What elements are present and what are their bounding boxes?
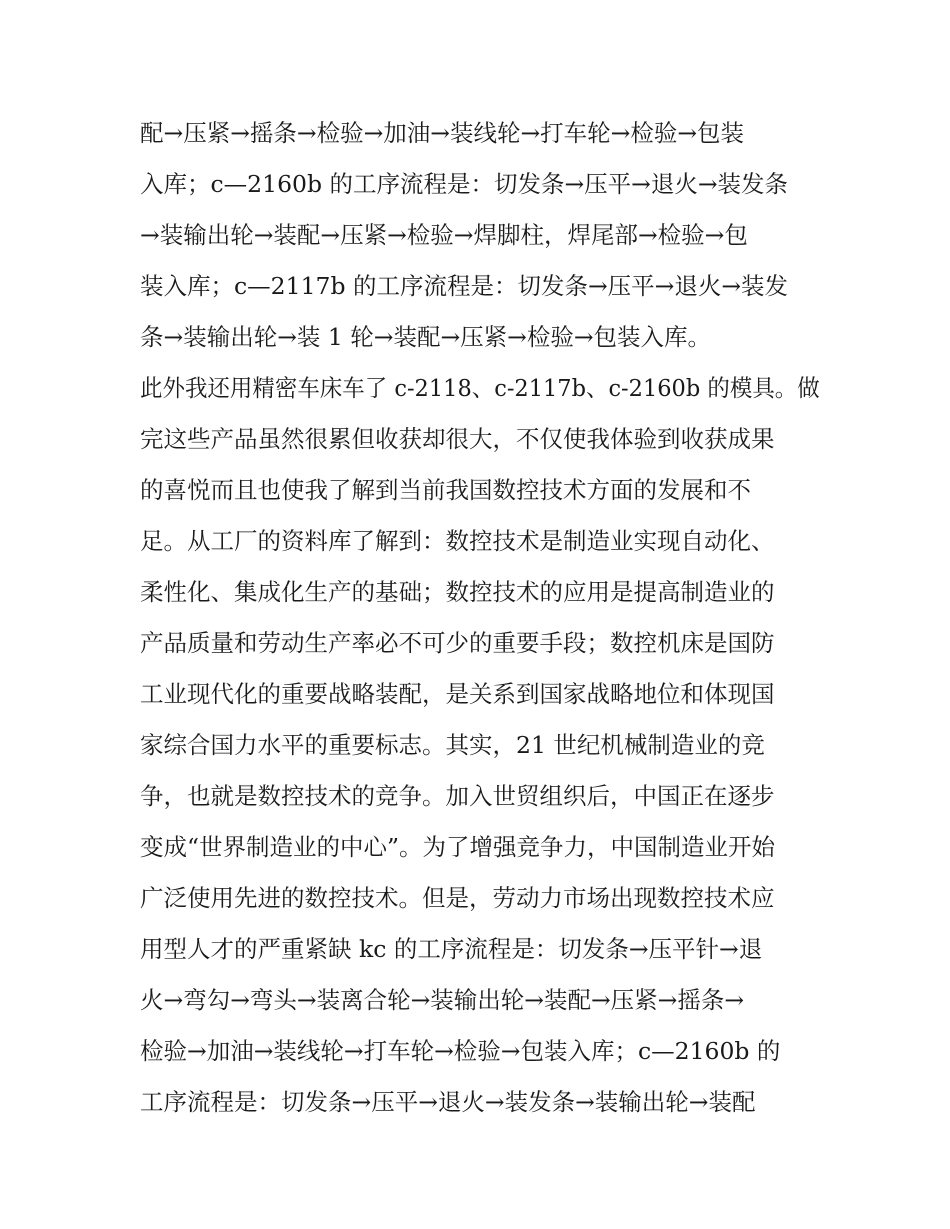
text-line: 工业现代化的重要战略装配，是关系到国家战略地位和体现国: [140, 680, 775, 708]
text-line: 完这些产品虽然很累但收获却很大，不仅使我体验到收获成果: [140, 425, 775, 453]
text-line: 家综合国力水平的重要标志。其实，21 世纪机械制造业的竞: [140, 731, 765, 759]
text-line: 入库；c—2160b 的工序流程是：切发条→压平→退火→装发条: [140, 170, 789, 198]
text-line: 检验→加油→装线轮→打车轮→检验→包装入库；c—2160b 的: [140, 1037, 781, 1065]
text-line: 的喜悦而且也使我了解到当前我国数控技术方面的发展和不: [140, 476, 751, 504]
text-line: 此外我还用精密车床车了 c-2118、c-2117b、c-2160b 的模具。做: [140, 374, 820, 402]
text-line: 争，也就是数控技术的竞争。加入世贸组织后，中国正在逐步: [140, 782, 775, 810]
text-line: 变成“世界制造业的中心”。为了增强竞争力，中国制造业开始: [140, 833, 776, 861]
text-line: 配→压紧→摇条→检验→加油→装线轮→打车轮→检验→包装: [140, 119, 745, 147]
text-line: 足。从工厂的资料库了解到：数控技术是制造业实现自动化、: [140, 527, 775, 555]
text-line: 条→装输出轮→装 1 轮→装配→压紧→检验→包装入库。: [140, 323, 712, 351]
text-line: →装输出轮→装配→压紧→检验→焊脚柱，焊尾部→检验→包: [140, 221, 748, 249]
text-line: 广泛使用先进的数控技术。但是，劳动力市场出现数控技术应: [140, 884, 775, 912]
text-line: 工序流程是：切发条→压平→退火→装发条→装输出轮→装配: [140, 1088, 756, 1116]
text-line: 火→弯勾→弯头→装离合轮→装输出轮→装配→压紧→摇条→: [140, 986, 745, 1014]
text-line: 柔性化、集成化生产的基础；数控技术的应用是提高制造业的: [140, 578, 775, 606]
text-line: 用型人才的严重紧缺 kc 的工序流程是：切发条→压平针→退: [140, 935, 763, 963]
body-text: [140, 108, 820, 1128]
text-line: 装入库；c—2117b 的工序流程是：切发条→压平→退火→装发: [140, 272, 789, 300]
text-line: 产品质量和劳动生产率必不可少的重要手段；数控机床是国防: [140, 629, 775, 657]
